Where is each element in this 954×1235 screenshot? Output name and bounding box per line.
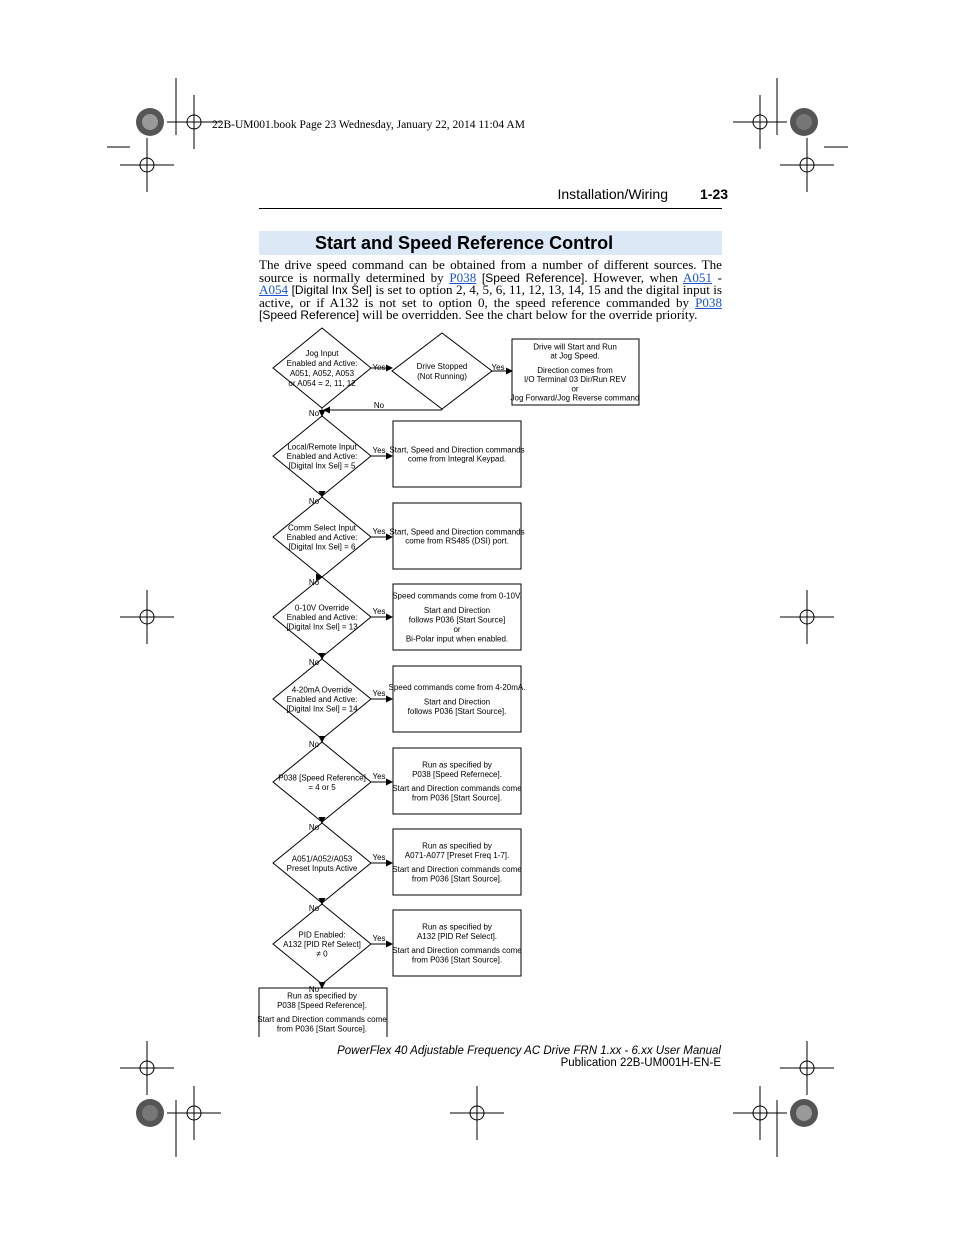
crosshair-icon xyxy=(733,95,787,149)
action-text: A132 [PID Ref Select]. xyxy=(416,931,498,941)
decision-text: or A054 = 2, 11, 12 xyxy=(288,379,356,388)
action-text: Bi-Polar input when enabled. xyxy=(405,634,509,644)
no-label: No xyxy=(308,497,320,506)
decision-text: Jog Input xyxy=(305,349,339,358)
action-text: A071-A077 [Preset Freq 1-7]. xyxy=(404,850,510,860)
body-text: is set to option 2, 4, 5, 6, 11, 12, 13, 14, 15 and the digital input is active, or if A132 is not set to option 0, the speed reference commanded by xyxy=(259,282,722,310)
action-text: Start and Direction commands come xyxy=(392,946,522,956)
crosshair-icon xyxy=(450,1086,504,1140)
crosshair-icon xyxy=(167,1086,221,1140)
action-text: come from RS485 (DSI) port. xyxy=(405,536,509,546)
yes-label: Yes xyxy=(372,363,386,372)
decision-text: [Digital Inx Sel] = 6 xyxy=(288,542,356,552)
action-box-b7 xyxy=(393,829,521,895)
decision-text: (Not Running) xyxy=(417,372,467,381)
crosshair-icon xyxy=(120,590,174,644)
decision-text: A051/A052/A053 xyxy=(291,854,353,864)
action-text: from P036 [Start Source]. xyxy=(411,955,503,965)
page-number: 1-23 xyxy=(700,186,729,202)
decision-text: [Digital Inx Sel] = 5 xyxy=(288,461,356,471)
crosshair-icon xyxy=(780,138,834,192)
no-label: No xyxy=(308,985,320,994)
no-label: No xyxy=(308,823,320,832)
body-text: will be overridden. See the chart below for the override priority. xyxy=(359,307,698,323)
decision-text: Local/Remote Input xyxy=(287,442,357,452)
decision-text: = 4 or 5 xyxy=(308,782,336,792)
param-name: [Speed Reference] xyxy=(259,308,360,323)
param-name: [Speed Reference] xyxy=(476,270,585,285)
decision-text: 4-20mA Override xyxy=(291,685,353,695)
no-label: No xyxy=(308,740,320,749)
action-text: or xyxy=(453,624,461,634)
running-header-section: Installation/Wiring xyxy=(557,186,668,202)
a054-link[interactable]: A054 xyxy=(259,282,289,298)
yes-label: Yes xyxy=(491,363,505,372)
decision-text: A132 [PID Ref Select] xyxy=(283,940,361,949)
p038-link[interactable]: P038 xyxy=(695,294,722,310)
action-text: follows P036 [Start Source]. xyxy=(407,706,507,716)
param-name: [Digital Inx Sel] xyxy=(288,283,372,298)
footer-manual-title: PowerFlex 40 Adjustable Frequency AC Drive FRN 1.xx - 6.xx User Manual xyxy=(337,1045,721,1057)
crosshair-icon xyxy=(780,1041,834,1095)
decision-text: Enabled and Active: xyxy=(286,359,358,368)
action-text: P038 [Speed Refernece]. xyxy=(412,769,502,779)
action-text: Run as specified by xyxy=(422,760,492,770)
body-text: . However, when xyxy=(584,269,683,285)
action-text: Speed commands come from 4-20mA. xyxy=(388,683,526,693)
action-box-b6 xyxy=(393,748,521,814)
action-text: Drive will Start and Run xyxy=(533,342,617,352)
yes-label: Yes xyxy=(372,772,386,781)
body-text: The drive speed command can be obtained from a number of different sources. The source is normally determined by xyxy=(259,257,722,285)
action-text: or xyxy=(571,384,579,394)
action-text: Start and Direction xyxy=(423,697,491,707)
decision-jog-input xyxy=(273,328,371,408)
yes-label: Yes xyxy=(372,446,386,455)
decision-text: Comm Select Input xyxy=(287,523,357,533)
yes-label: Yes xyxy=(372,689,386,698)
decision-text: P038 [Speed Reference] xyxy=(278,773,366,783)
decision-text: ≠ 0 xyxy=(316,949,328,959)
decision-drive-stopped xyxy=(392,333,492,409)
decision-text: A051, A052, A053 xyxy=(289,369,355,378)
yes-label: Yes xyxy=(372,934,386,943)
action-text: Run as specified by xyxy=(287,991,357,1001)
decision-text: Drive Stopped xyxy=(416,362,468,371)
crosshair-icon xyxy=(167,95,221,149)
decision-text: 0-10V Override xyxy=(294,603,350,613)
action-text: Start and Direction commands come xyxy=(392,865,522,875)
action-text: Start, Speed and Direction commands xyxy=(389,527,525,537)
crosshair-icon xyxy=(780,590,834,644)
decision-text: Preset Inputs Active xyxy=(286,863,358,873)
action-text: Start and Direction commands come xyxy=(257,1015,387,1025)
action-text: Jog Forward/Jog Reverse command xyxy=(510,393,640,403)
section-title: Start and Speed Reference Control xyxy=(315,233,614,253)
crosshair-icon xyxy=(733,1086,787,1140)
decision-text: PID Enabled: xyxy=(298,930,346,940)
action-text: from P036 [Start Source]. xyxy=(411,793,503,803)
action-text: Run as specified by xyxy=(422,922,492,932)
body-text: - xyxy=(712,269,722,285)
decision-text: Enabled and Active: xyxy=(286,613,358,622)
action-text: Start, Speed and Direction commands xyxy=(389,445,525,455)
no-label: No xyxy=(308,578,320,587)
action-text: Direction comes from xyxy=(537,365,613,375)
print-slug: 22B-UM001.book Page 23 Wednesday, January 22, 2014 11:04 AM xyxy=(212,119,525,131)
decision-text: Enabled and Active: xyxy=(286,695,358,704)
action-box-b8 xyxy=(393,910,521,976)
action-text: from P036 [Start Source]. xyxy=(411,874,503,884)
action-text: P038 [Speed Reference]. xyxy=(277,1000,367,1010)
action-text: Speed commands come from 0-10V. xyxy=(392,591,522,601)
no-label: No xyxy=(308,409,320,418)
action-text: follows P036 [Start Source] xyxy=(408,615,506,625)
decision-text: [Digital Inx Sel] = 14 xyxy=(286,704,358,714)
action-text: from P036 [Start Source]. xyxy=(276,1024,368,1034)
action-text: Start and Direction commands come xyxy=(392,784,522,794)
p038-link[interactable]: P038 xyxy=(449,269,477,285)
a051-link[interactable]: A051 xyxy=(682,269,712,285)
footer-publication: Publication 22B-UM001H-EN-E xyxy=(560,1057,721,1069)
yes-label: Yes xyxy=(372,853,386,862)
decision-text: Enabled and Active: xyxy=(286,452,358,461)
decision-text: Enabled and Active: xyxy=(286,533,358,542)
crosshair-icon xyxy=(120,1041,174,1095)
no-label: No xyxy=(308,658,320,667)
action-text: at Jog Speed. xyxy=(550,351,600,361)
action-text: come from Integral Keypad. xyxy=(407,454,507,464)
crosshair-icon xyxy=(120,138,174,192)
yes-label: Yes xyxy=(372,527,386,536)
action-text: Run as specified by xyxy=(422,841,492,851)
decision-text: [Digital Inx Sel] = 13 xyxy=(286,622,358,632)
yes-label: Yes xyxy=(372,607,386,616)
action-text: Start and Direction xyxy=(423,606,491,616)
no-label: No xyxy=(308,904,320,913)
no-label: No xyxy=(373,401,385,410)
action-text: I/O Terminal 03 Dir/Run REV xyxy=(523,375,627,385)
